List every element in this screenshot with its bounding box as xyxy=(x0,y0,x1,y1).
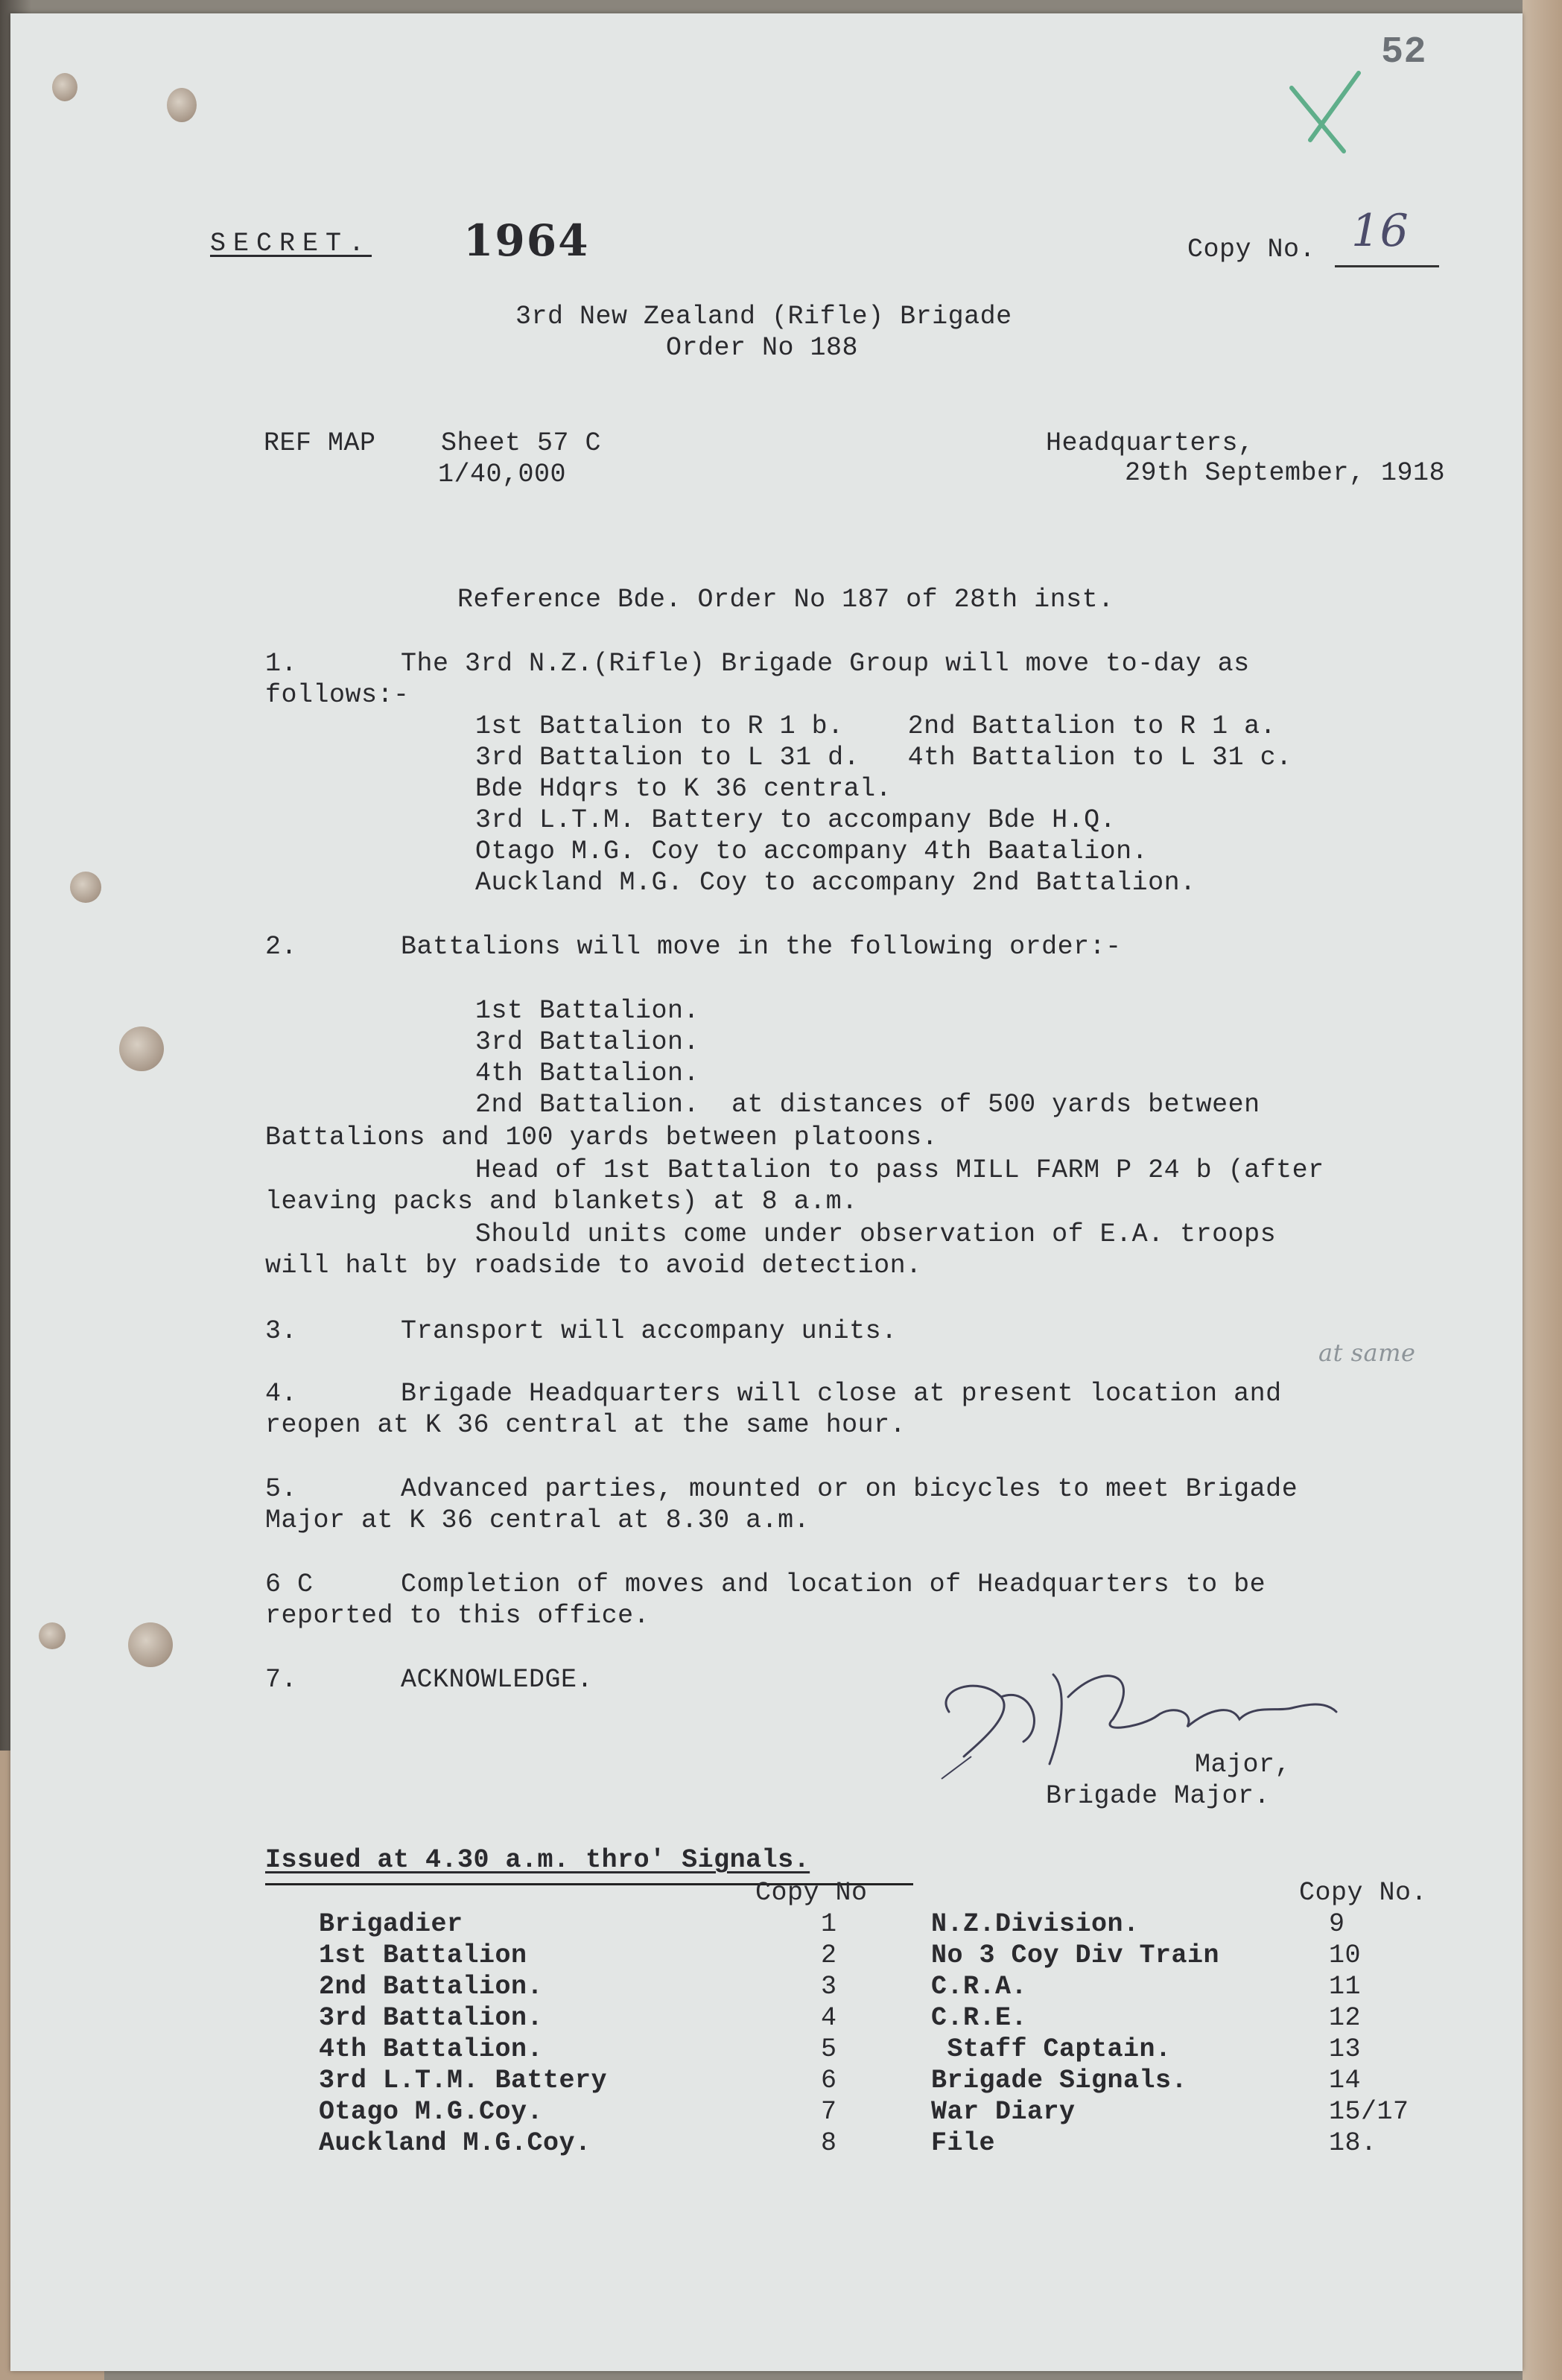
distribution-recipient: 3rd L.T.M. Battery xyxy=(319,2066,608,2095)
distribution-recipient: File xyxy=(931,2128,996,2158)
para-4-number: 4. xyxy=(265,1379,298,1409)
page-number: 52 xyxy=(1381,31,1427,74)
distribution-recipient: 4th Battalion. xyxy=(319,2034,544,2064)
para-2-order: 3rd Battalion. xyxy=(475,1027,700,1057)
distribution-recipient: Brigadier xyxy=(319,1909,463,1939)
para-1-number: 1. xyxy=(265,649,298,679)
para-2-line: Should units come under observation of E.A. troops xyxy=(475,1219,1277,1249)
para-1-line: follows:- xyxy=(265,680,410,710)
para-2-line: Head of 1st Battalion to pass MILL FARM P 24 b (after xyxy=(475,1155,1324,1185)
distribution-recipient: Staff Captain. xyxy=(931,2034,1172,2064)
para-6-number: 6 C xyxy=(265,1570,314,1599)
distribution-copy-number: 11 xyxy=(1329,1972,1362,2002)
copy-underline xyxy=(1335,265,1439,267)
para-1-move: Auckland M.G. Coy to accompany 2nd Battalion. xyxy=(475,868,1196,898)
punch-hole xyxy=(128,1622,173,1667)
ref-sheet: Sheet 57 C xyxy=(441,428,602,458)
para-1-move: 1st Battalion to R 1 b. 2nd Battalion to R 1 a. xyxy=(475,711,1277,741)
pencil-annotation: at same xyxy=(1318,1339,1416,1367)
para-7-text: ACKNOWLEDGE. xyxy=(401,1665,594,1695)
unit-line: 3rd New Zealand (Rifle) Brigade xyxy=(515,302,1012,331)
distribution-copy-number: 2 xyxy=(821,1941,837,1970)
punch-hole xyxy=(39,1622,66,1649)
para-2-order: 1st Battalion. xyxy=(475,996,700,1026)
para-2-line: 2nd Battalion. at distances of 500 yards between xyxy=(475,1090,1260,1120)
distribution-copy-number: 6 xyxy=(821,2066,837,2095)
distribution-copy-number: 10 xyxy=(1329,1941,1362,1970)
distribution-recipient: 1st Battalion xyxy=(319,1941,527,1970)
issued-line: Issued at 4.30 a.m. thro' Signals. xyxy=(265,1845,810,1875)
signature-title: Brigade Major. xyxy=(1046,1781,1271,1811)
punch-hole xyxy=(70,872,101,903)
copy-value: 16 xyxy=(1351,205,1409,257)
para-4-line: Brigade Headquarters will close at present location and xyxy=(401,1379,1282,1409)
distribution-recipient: C.R.A. xyxy=(931,1972,1028,2002)
distribution-copy-number: 5 xyxy=(821,2034,837,2064)
file-number: 1964 xyxy=(463,215,590,266)
ref-scale: 1/40,000 xyxy=(438,460,567,489)
distribution-copy-number: 7 xyxy=(821,2097,837,2127)
para-1-move: Otago M.G. Coy to accompany 4th Baatalion. xyxy=(475,837,1149,866)
para-1-move: 3rd L.T.M. Battery to accompany Bde H.Q. xyxy=(475,805,1117,835)
para-2-line: will halt by roadside to avoid detection. xyxy=(265,1251,922,1281)
para-2-order: 4th Battalion. xyxy=(475,1059,700,1088)
distribution-recipient: N.Z.Division. xyxy=(931,1909,1140,1939)
ref-map-label: REF MAP xyxy=(264,428,376,458)
para-6-line: reported to this office. xyxy=(265,1601,650,1631)
distribution-copy-number: 15/17 xyxy=(1329,2097,1409,2127)
distribution-copy-number: 1 xyxy=(821,1909,837,1939)
para-1-move: 3rd Battalion to L 31 d. 4th Battalion to L 31 c. xyxy=(475,743,1292,772)
copy-no-header-right: Copy No. xyxy=(1299,1878,1428,1908)
para-5-line: Major at K 36 central at 8.30 a.m. xyxy=(265,1505,810,1535)
para-2-number: 2. xyxy=(265,932,298,962)
para-2-line: leaving packs and blankets) at 8 a.m. xyxy=(265,1187,858,1216)
distribution-recipient: 3rd Battalion. xyxy=(319,2003,544,2033)
distribution-recipient: 2nd Battalion. xyxy=(319,1972,544,2002)
order-line: Order No 188 xyxy=(666,333,859,363)
document-page xyxy=(10,13,1523,2371)
para-2-line: Battalions will move in the following order:- xyxy=(401,932,1122,962)
distribution-copy-number: 14 xyxy=(1329,2066,1362,2095)
distribution-recipient: War Diary xyxy=(931,2097,1076,2127)
distribution-copy-number: 18. xyxy=(1329,2128,1377,2158)
distribution-copy-number: 12 xyxy=(1329,2003,1362,2033)
distribution-recipient: Auckland M.G.Coy. xyxy=(319,2128,591,2158)
copy-no-header-left: Copy No xyxy=(755,1878,868,1908)
date: 29th September, 1918 xyxy=(1125,458,1446,488)
para-7-number: 7. xyxy=(265,1665,298,1695)
distribution-copy-number: 8 xyxy=(821,2128,837,2158)
green-check-mark xyxy=(1277,66,1374,162)
para-1-line: The 3rd N.Z.(Rifle) Brigade Group will move to-day as xyxy=(401,649,1250,679)
distribution-copy-number: 9 xyxy=(1329,1909,1345,1939)
para-6-line: Completion of moves and location of Headquarters to be xyxy=(401,1570,1266,1599)
copy-label: Copy No. xyxy=(1187,235,1316,264)
para-5-number: 5. xyxy=(265,1474,298,1504)
signature-rank: Major, xyxy=(1195,1750,1292,1780)
distribution-recipient: Brigade Signals. xyxy=(931,2066,1188,2095)
signature xyxy=(919,1645,1366,1794)
punch-hole xyxy=(52,73,77,101)
punch-hole xyxy=(167,88,197,122)
para-4-line: reopen at K 36 central at the same hour. xyxy=(265,1410,907,1440)
distribution-copy-number: 3 xyxy=(821,1972,837,2002)
folder-edge xyxy=(1523,0,1562,2380)
para-3-number: 3. xyxy=(265,1316,298,1346)
distribution-copy-number: 13 xyxy=(1329,2034,1362,2064)
para-5-line: Advanced parties, mounted or on bicycles to meet Brigade xyxy=(401,1474,1298,1504)
distribution-recipient: No 3 Coy Div Train xyxy=(931,1941,1220,1970)
distribution-copy-number: 4 xyxy=(821,2003,837,2033)
para-2-line: Battalions and 100 yards between platoons. xyxy=(265,1123,939,1152)
para-1-move: Bde Hdqrs to K 36 central. xyxy=(475,774,892,804)
hq-label: Headquarters, xyxy=(1046,428,1254,458)
para-3-text: Transport will accompany units. xyxy=(401,1316,898,1346)
secret-label: SECRET. xyxy=(210,229,372,258)
punch-hole xyxy=(119,1026,164,1071)
distribution-recipient: Otago M.G.Coy. xyxy=(319,2097,544,2127)
distribution-recipient: C.R.E. xyxy=(931,2003,1028,2033)
reference-line: Reference Bde. Order No 187 of 28th inst. xyxy=(457,585,1114,615)
